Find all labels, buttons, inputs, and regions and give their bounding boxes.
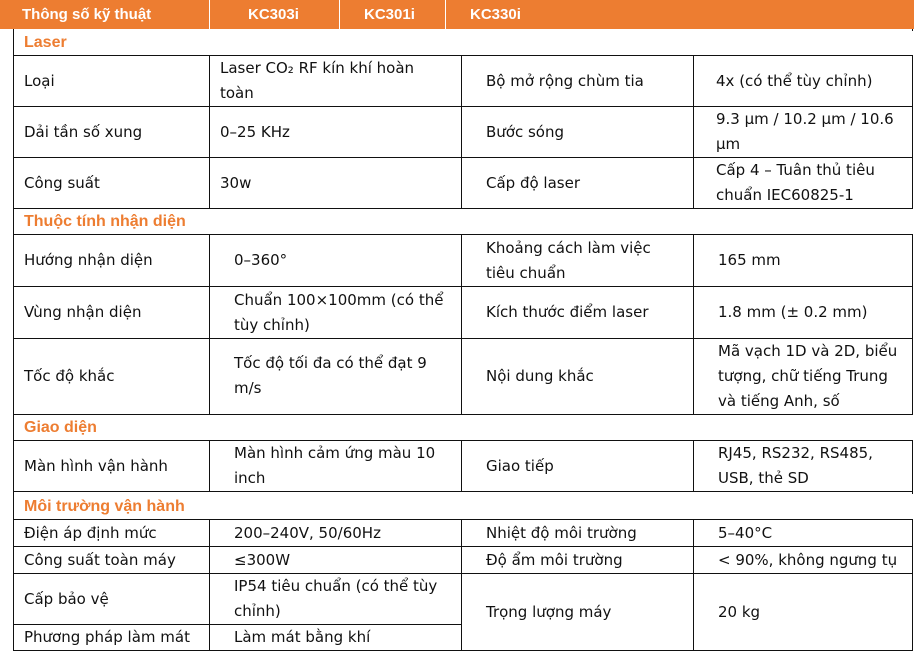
spec-label: Dải tần số xung	[13, 106, 210, 158]
spec-value: 165 mm	[693, 234, 913, 287]
spec-value: RJ45, RS232, RS485, USB, thẻ SD	[693, 440, 913, 492]
header-model-1: KC303i	[210, 0, 339, 29]
section-title-recognition: Thuộc tính nhận diện	[24, 209, 914, 234]
section-title-laser: Laser	[24, 31, 914, 55]
spec-value: Cấp 4 – Tuân thủ tiêu chuẩn IEC60825-1	[693, 157, 913, 209]
spec-value: IP54 tiêu chuẩn (có thể tùy chỉnh)	[209, 573, 462, 625]
spec-value: 4x (có thể tùy chỉnh)	[693, 55, 913, 107]
header-model-3: KC330i	[446, 0, 566, 29]
spec-label: Nhiệt độ môi trường	[461, 519, 694, 547]
spec-label: Cấp bảo vệ	[13, 573, 210, 625]
spec-value: 9.3 μm / 10.2 μm / 10.6 μm	[693, 106, 913, 158]
spec-label: Bước sóng	[461, 106, 694, 158]
spec-value: 30w	[209, 157, 462, 209]
section-title-interface: Giao diện	[24, 415, 914, 440]
spec-label: Khoảng cách làm việc tiêu chuẩn	[461, 234, 694, 287]
spec-value: Màn hình cảm ứng màu 10 inch	[209, 440, 462, 492]
header-model-2: KC301i	[340, 0, 445, 29]
spec-value: Chuẩn 100×100mm (có thể tùy chỉnh)	[209, 286, 462, 339]
spec-label: Công suất	[13, 157, 210, 209]
spec-value: 0–360°	[209, 234, 462, 287]
header-spec: Thông số kỹ thuật	[0, 0, 209, 29]
spec-label: Loại	[13, 55, 210, 107]
spec-value: 0–25 KHz	[209, 106, 462, 158]
spec-label: Độ ẩm môi trường	[461, 546, 694, 574]
spec-value: 20 kg	[693, 573, 913, 651]
spec-value: 1.8 mm (± 0.2 mm)	[693, 286, 913, 339]
spec-value: 5–40°C	[693, 519, 913, 547]
spec-label: Vùng nhận diện	[13, 286, 210, 339]
spec-value: Tốc độ tối đa có thể đạt 9 m/s	[209, 338, 462, 415]
spec-label: Phương pháp làm mát	[13, 624, 210, 651]
section-title-environment: Môi trường vận hành	[24, 494, 914, 519]
spec-label: Trọng lượng máy	[461, 573, 694, 651]
spec-label: Bộ mở rộng chùm tia	[461, 55, 694, 107]
spec-value: Làm mát bằng khí	[209, 624, 462, 651]
spec-label: Cấp độ laser	[461, 157, 694, 209]
spec-value: 200–240V, 50/60Hz	[209, 519, 462, 547]
spec-label: Kích thước điểm laser	[461, 286, 694, 339]
spec-label: Tốc độ khắc	[13, 338, 210, 415]
spec-label: Nội dung khắc	[461, 338, 694, 415]
spec-value: < 90%, không ngưng tụ	[693, 546, 913, 574]
spec-label: Điện áp định mức	[13, 519, 210, 547]
spec-value: ≤300W	[209, 546, 462, 574]
spec-label: Công suất toàn máy	[13, 546, 210, 574]
spec-value: Laser CO₂ RF kín khí hoàn toàn	[209, 55, 462, 107]
spec-label: Màn hình vận hành	[13, 440, 210, 492]
spec-label: Giao tiếp	[461, 440, 694, 492]
spec-label: Hướng nhận diện	[13, 234, 210, 287]
spec-value: Mã vạch 1D và 2D, biểu tượng, chữ tiếng Trung và tiếng Anh, số	[693, 338, 913, 415]
